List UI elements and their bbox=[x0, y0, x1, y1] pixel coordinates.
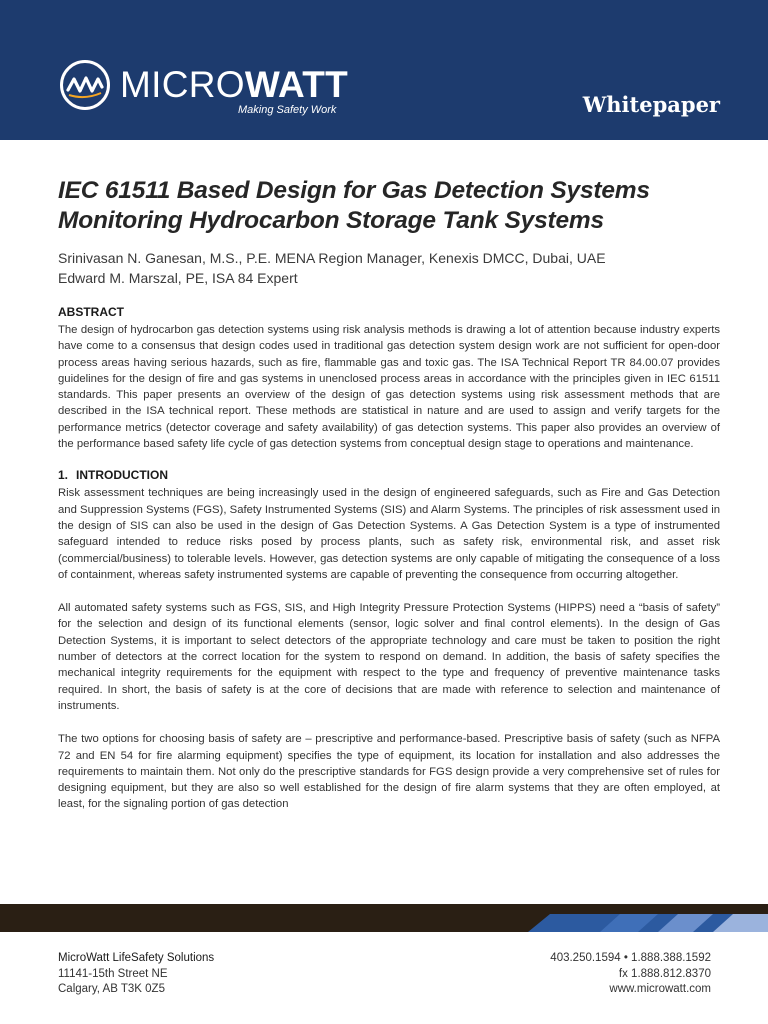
section-title: INTRODUCTION bbox=[76, 468, 169, 483]
microwatt-logo[interactable] bbox=[60, 58, 360, 124]
author-line: Srinivasan N. Ganesan, M.S., P.E. MENA Region Manager, Kenexis DMCC, Dubai, UAE bbox=[58, 250, 606, 266]
footer-address-line: 11141-15th Street NE bbox=[58, 967, 168, 980]
logo-tagline: Making Safety Work bbox=[238, 104, 337, 116]
abstract-text: The design of hydrocarbon gas detection systems using risk analysis methods is drawing a lot of attention because industry experts have come to a consensus that design codes used in traditional gas detection system design work are not sufficient for open-door process areas having serious hazards, such as fire, flammable gas and toxic gas. The ISA Technical Report TR 84.00.07 provides guidelines for the design of fire and gas systems in unenclosed process areas in accordance with the principles given in IEC 61511 standards. This paper presents an overview of the design of gas detection systems using risk assessment methods that are described in the ISA technical report. These methods are statistical in nature and are used to assign and verify targets for the performance metrics (detector coverage and safety availability) of gas detection systems. This paper also provides an overview of the performance based safety life cycle of gas detection systems from conceptual design stage to operations and maintenance. bbox=[58, 324, 720, 451]
footer-contact bbox=[550, 951, 711, 998]
paragraph: All automated safety systems such as FGS, SIS, and High Integrity Pressure Protection Systems (HIPPS) need a “basis of safety” for the selection and design of its functional elements (sensor, logic solver and final control elements). In the design of Gas Detection Systems, it is important to select detectors of the appropriate technology and care must be taken to position the right number of detectors at the correct location for the system to respond on demand. In addition, the basis of safety specifies the mechanical integrity requirements for the equipment with respect to the type and frequency of preventive maintenance tasks required. In short, the basis of safety is at the core of decisions that are made with reference to selection and maintenance of instruments. bbox=[58, 602, 720, 712]
logo-mark-icon bbox=[60, 60, 110, 110]
author-line: Edward M. Marszal, PE, ISA 84 Expert bbox=[58, 270, 298, 286]
authors bbox=[58, 248, 720, 288]
logo-name: MICROWATT bbox=[120, 64, 349, 105]
introduction-heading bbox=[58, 467, 720, 483]
header-banner bbox=[0, 0, 768, 140]
document-type-label: Whitepaper bbox=[582, 92, 720, 117]
footer-website-link[interactable]: www.microwatt.com bbox=[609, 983, 711, 995]
document-title bbox=[58, 176, 720, 236]
footer-address-line: Calgary, AB T3K 0Z5 bbox=[58, 983, 165, 995]
footer-company: MicroWatt LifeSafety Solutions bbox=[58, 952, 215, 964]
document-body bbox=[58, 176, 720, 813]
title-line-1: IEC 61511 Based Design for Gas Detection Systems bbox=[58, 177, 650, 204]
paragraph: The two options for choosing basis of safety are – prescriptive and performance-based. Prescriptive basis of safety (such as NFPA 72 and EN 54 for fire alarming equipment) specifies the type of equipment, its location for installation and also addresses the requirements to maintain them. Not only do the prescriptive standards for FGS design provide a very comprehensive set of rules for designing equipment, but they are also so well established for the design of fire alarm systems that they are often employed, at least, for the signaling portion of gas detection bbox=[58, 733, 720, 811]
footer-address bbox=[58, 951, 214, 998]
footer-stripes bbox=[508, 904, 768, 932]
footer-phone: 403.250.1594 • 1.888.388.1592 bbox=[550, 952, 711, 964]
section-number: 1. bbox=[58, 468, 69, 483]
abstract-heading: ABSTRACT bbox=[58, 305, 124, 319]
footer-fax: fx 1.888.812.8370 bbox=[618, 967, 711, 980]
paragraph: Risk assessment techniques are being increasingly used in the design of engineered safeguards, such as Fire and Gas Detection and Suppression Systems (FGS), Safety Instrumented Systems (SIS) and Alarm Systems. The principles of risk assessment used in the design of SIS can also be used in the design of Gas Detection Systems. A Gas Detection System is a type of instrumented safeguard intended to reduce risks posed by process plants, such as safety risk, environmental risk, and asset risk (commercial/business) to tolerable levels. However, gas detection systems are only capable of mitigating the consequence of a loss of containment, whereas safety instrumented systems are capable of preventing the consequence from occurring altogether. bbox=[58, 487, 720, 581]
title-line-2: Monitoring Hydrocarbon Storage Tank Systems bbox=[58, 207, 604, 234]
footer-decorative-band bbox=[0, 904, 768, 932]
